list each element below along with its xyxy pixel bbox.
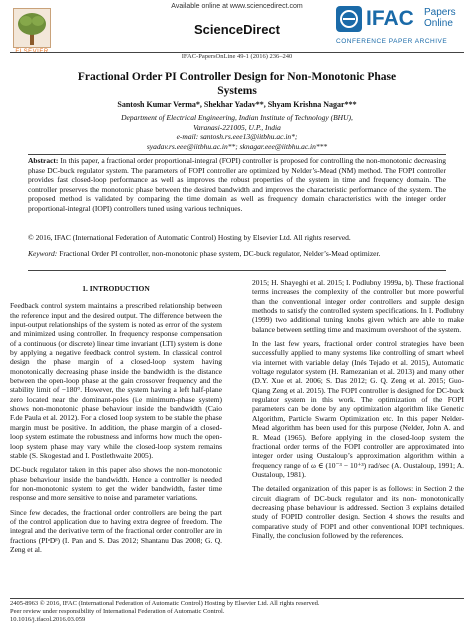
body-paragraph: Feedback control system maintains a prescribed relationship between the reference input and the desired output. The difference between the input-output relationships of the system is noted as error of the system and minimized using controller. In frequency response compensation of a continuous (or discrete) linear time invariant (LTI) system is done by applying a negative feedback control system. In classical control design the phase margin of a closed-loop system having monotonically decreasing phase inside the bandwidth is the distance between the open-loop phase at the gain crossover frequency and the stability limit of −180°. However, the system having a left half-plane zero located near the dominant-poles (i.e minimum-phase system) shows non-monotonic phase behaviour inside the bandwidth (Caio F.de Paula et al. 2012). For a closed loop system to be stable the phase margin must be positive. In addition, the phase margin of a closed-loop system estimate the robustness and informs how much the open-loop system phase may vary while the closed-loop system remains stable (S. Skogestad and I. Postlethwaite 2005).	[10, 301, 222, 460]
ifac-papers-online	[424, 7, 456, 29]
affiliation-line: Varanasi-221005, U.P., India	[193, 122, 281, 132]
abstract-label: Abstract:	[28, 156, 59, 165]
paper-title: Fractional Order PI Controller Design for Non-Monotonic Phase Systems	[77, 71, 397, 97]
ifac-wordmark: IFAC	[366, 7, 414, 30]
affiliation-email-line: e-mail: santosh.rs.eee13@iitbhu.ac.in*;	[176, 132, 298, 141]
affiliation-email-line: syadav.rs.eee@iitbhu.ac.in**; sknagar.eee@iitbhu.ac.in***	[146, 141, 328, 151]
footer-peer-review-line: Peer review under responsibility of International Federation of Automatic Control.	[10, 608, 225, 615]
available-online-line: Available online at www.sciencedirect.com	[171, 3, 303, 10]
keywords-block	[28, 249, 446, 259]
ifac-papers-word: Papers	[424, 7, 456, 18]
ifac-logo	[336, 4, 466, 50]
page-footer	[10, 600, 464, 624]
abstract-bottom-rule	[28, 270, 446, 271]
author-affiliations	[40, 113, 434, 151]
body-paragraph: 2015; H. Shayeghi et al. 2015; I. Podlubny 1999a, b). These fractional terms increases the complexity of the controller but more powerful than the conventional integer order controllers and supple design methods to satisfy the controlled system specifications. In I. Podlubny (1999) two additional tuning knobs given which are able to make balance between settling time and maximum overshoot of the system.	[252, 278, 464, 334]
footer-doi-line: 10.1016/j.ifacol.2016.03.059	[10, 616, 86, 623]
keywords-label: Keyword:	[28, 249, 58, 258]
abstract-text: In this paper, a fractional order proportional-integral (FOPI) controller is proposed for controlling the non-monotonic decreasing phase DC-buck regulator system. The parameters of FOPI controller are optimized by Nelder’s-Mead (NM) method. The FOPI controller provides fast closed-loop performance as well as improves the robust properties of the system in time and frequency domain. The controller preserves the monotonic phase between the desired bandwidth and improves the characteristic performance of the system. The proposed method is validated by comparing the time domain as well as frequency domain characteristics with the integer order proportional-integral (IOPI) controllers tuned using various techniques.	[28, 156, 447, 213]
body-paragraph: In the last few years, fractional order control strategies have been successfully applied to many systems like controlling of smart wheel via internet with variable delay (Inés Tejado et al. 2015), Automatic voltage regulator system (H. Ramezanian et al. 2013) and many other (D.Y. Xue et al. 2006; S. Das 2012; G. Q. Zeng et al. 2015; Guo-Qiang Zeng et al. 2015). The FOPI controller is designed for DC-buck regulator system in this work. The optimization of the FOPI parameters can be done by any optimization algorithm like Genetic Algorithm, Particle Swarm Optimization etc. In this paper Nelder-Mead algorithm has been used for this purpose (Nelder, John A. and R. Mead (1965). Before applying in the closed-loop system the fractional order terms of the FOPI controller are approximated into integer order using Oustaloup’s approximation algorithm within a frequency range of ω ∈ (10⁻³ − 10⁺³) rad/sec (A. Oustaloup, 1991; A. Oustaloup, 1981).	[252, 339, 464, 479]
section-heading: 1. INTRODUCTION	[82, 284, 150, 293]
footer-divider	[10, 598, 464, 599]
body-column-right	[252, 278, 464, 545]
ifac-subtitle: CONFERENCE PAPER ARCHIVE	[336, 38, 448, 45]
ifac-badge-icon	[336, 6, 362, 32]
journal-citation: IFAC-PapersOnLine 49-1 (2016) 236–240	[181, 53, 293, 60]
ifac-online-word: Online	[424, 18, 453, 29]
body-column-left	[10, 278, 222, 559]
abstract-block	[28, 156, 446, 214]
body-paragraph: Since few decades, the fractional order controllers are being the part of the control application due to having extra degree of freedom. The integral and the derivative term of the fractional order controller are in fractions (PIᵃDᵝ) (I. Pan and S. Das 2012; Shantanu Das 2008; G. Q. Zeng et al.	[10, 507, 222, 554]
body-paragraph: The detailed organization of this paper is as follows: in Section 2 the circuit diagram of DC-buck regulator and its non- monotonically decreasing phase behaviour is addressed. Section 3 explains detailed study of FOPID controller design. Section 4 shows the results and comparative study of FOPI and other conventional IOPI techniques. Finally, the conclusion followed by the references.	[252, 484, 464, 540]
abstract-top-rule	[28, 154, 446, 155]
sciencedirect-logo: ScienceDirect	[194, 22, 280, 37]
affiliation-line: Department of Electrical Engineering, Indian Institute of Technology (BHU),	[121, 113, 353, 122]
copyright-notice: © 2016, IFAC (International Federation of Automatic Control) Hosting by Elsevier Ltd. All rights reserved.	[28, 233, 351, 242]
paper-authors: Santosh Kumar Verma*, Shekhar Yadav**, Shyam Krishna Nagar***	[117, 100, 357, 109]
footer-issn-line: 2405-8963 © 2016, IFAC (International Federation of Automatic Control) Hosting by Elsevier Ltd. All rights reserved.	[10, 600, 320, 607]
body-paragraph: DC-buck regulator taken in this paper also shows the non-monotonic phase behaviour inside the bandwidth. Hence a controller is needed for non-monotonic system to get the wider bandwidth, faster time response and more sensitive to noise and parameter variations.	[10, 465, 222, 503]
keywords-text: Fractional Order PI controller, non-monotonic phase system, DC-buck regulator, Nelder’s-Mead optimizer.	[59, 249, 381, 258]
